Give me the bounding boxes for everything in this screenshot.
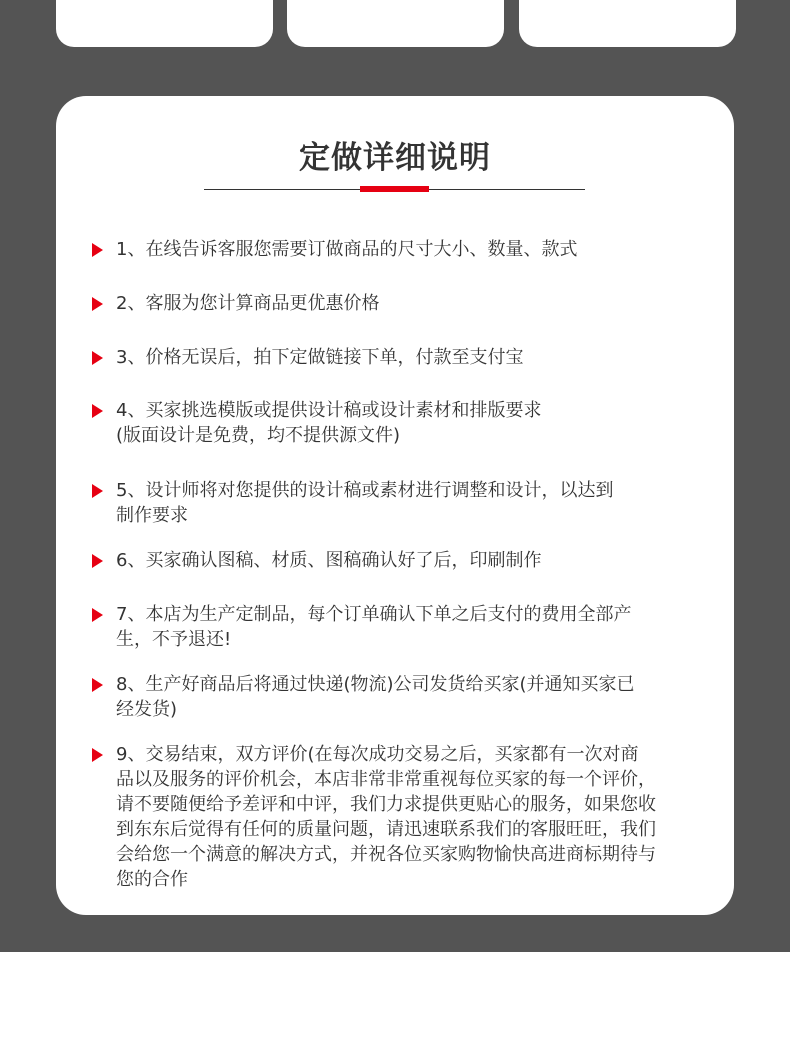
top-card-3 <box>519 0 736 47</box>
bullet-arrow-icon <box>92 748 103 762</box>
bullet-arrow-icon <box>92 243 103 257</box>
list-item: 2、客服为您计算商品更优惠价格 <box>116 293 380 314</box>
page-title: 定做详细说明 <box>299 140 491 176</box>
list-item: 5、设计师将对您提供的设计稿或素材进行调整和设计，以达到 制作要求 <box>116 480 614 526</box>
list-item: 1、在线告诉客服您需要订做商品的尺寸大小、数量、款式 <box>116 239 578 260</box>
bullet-arrow-icon <box>92 678 103 692</box>
top-card-2 <box>287 0 504 47</box>
list-item: 3、价格无误后，拍下定做链接下单，付款至支付宝 <box>116 347 524 368</box>
bullet-arrow-icon <box>92 404 103 418</box>
bullet-arrow-icon <box>92 484 103 498</box>
bullet-arrow-icon <box>92 608 103 622</box>
top-card-1 <box>56 0 273 47</box>
bullet-arrow-icon <box>92 297 103 311</box>
list-item: 4、买家挑选模版或提供设计稿或设计素材和排版要求 (版面设计是免费，均不提供源文件) <box>116 400 542 446</box>
list-item: 9、交易结束，双方评价(在每次成功交易之后，买家都有一次对商 品以及服务的评价机会，本店非常非常重视每位买家的每一个评价， 请不要随便给予差评和中评，我们力求提供更贴心的服务，如果您收 到东东后觉得有任何的质量问题，请迅速联系我们的客服旺旺，我们 会给您一个满意的解决方式，并祝各位买家购物愉快高进商标期待与 您的合作 <box>116 744 656 890</box>
bullet-arrow-icon <box>92 554 103 568</box>
bullet-arrow-icon <box>92 351 103 365</box>
list-item: 8、生产好商品后将通过快递(物流)公司发货给买家(并通知买家已 经发货) <box>116 674 635 720</box>
list-item: 6、买家确认图稿、材质、图稿确认好了后，印刷制作 <box>116 550 542 571</box>
list-item: 7、本店为生产定制品，每个订单确认下单之后支付的费用全部产 生，不予退还! <box>116 604 632 650</box>
title-divider-accent <box>360 186 429 192</box>
